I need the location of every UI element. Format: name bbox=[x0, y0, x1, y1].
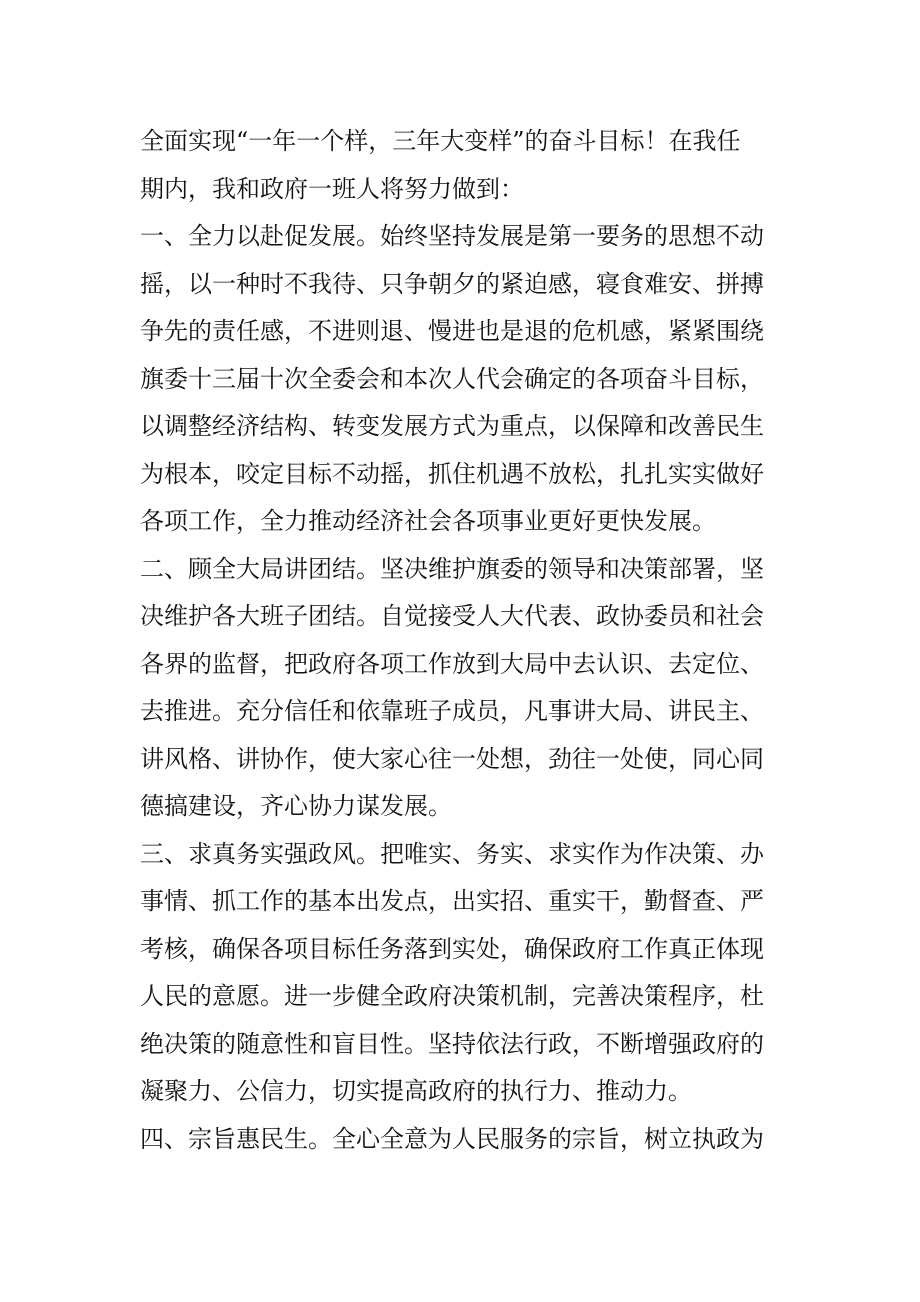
text-line: 去推进。充分信任和依靠班子成员，凡事讲大局、讲民主、 bbox=[140, 697, 764, 725]
text-line: 绝决策的随意性和盲目性。坚持依法行政，不断增强政府的 bbox=[140, 1029, 764, 1058]
text-line: 各界的监督，把政府各项工作放到大局中去认识、去定位、 bbox=[140, 649, 764, 678]
text-line: 三、求真务实强政风。把唯实、务实、求实作为作决策、办 bbox=[140, 839, 764, 868]
text-line: 四、宗旨惠民生。全心全意为人民服务的宗旨，树立执政为 bbox=[140, 1124, 764, 1153]
text-line: 为根本，咬定目标不动摇，抓住机遇不放松，扎扎实实做好 bbox=[140, 459, 764, 488]
text-line: 摇，以一种时不我待、只争朝夕的紧迫感，寝食难安、拼搏 bbox=[140, 269, 764, 298]
text-line: 人民的意愿。进一步健全政府决策机制，完善决策程序，杜 bbox=[140, 982, 764, 1010]
text-line: 二、顾全大局讲团结。坚决维护旗委的领导和决策部署，坚 bbox=[140, 554, 764, 583]
text-line: 以调整经济结构、转变发展方式为重点，以保障和改善民生 bbox=[140, 412, 764, 440]
text-line: 全面实现“一年一个样，三年大变样”的奋斗目标！在我任 bbox=[140, 127, 741, 155]
document-body bbox=[140, 118, 790, 1163]
text-line: 德搞建设，齐心协力谋发展。 bbox=[140, 792, 452, 820]
text-line: 争先的责任感，不进则退、慢进也是退的危机感，紧紧围绕 bbox=[140, 317, 764, 345]
text-line: 各项工作，全力推动经济社会各项事业更好更快发展。 bbox=[140, 507, 716, 535]
text-line: 考核，确保各项目标任务落到实处，确保政府工作真正体现 bbox=[140, 934, 764, 963]
text-line: 凝聚力、公信力，切实提高政府的执行力、推动力。 bbox=[140, 1077, 692, 1105]
text-line: 期内，我和政府一班人将努力做到： bbox=[140, 174, 524, 203]
text-line: 事情、抓工作的基本出发点，出实招、重实干，勤督查、严 bbox=[140, 887, 764, 915]
text-line: 一、全力以赴促发展。始终坚持发展是第一要务的思想不动 bbox=[140, 222, 764, 250]
text-line: 决维护各大班子团结。自觉接受人大代表、政协委员和社会 bbox=[140, 602, 764, 630]
text-line: 讲风格、讲协作，使大家心往一处想，劲往一处使，同心同 bbox=[140, 744, 764, 773]
text-line: 旗委十三届十次全委会和本次人代会确定的各项奋斗目标， bbox=[140, 364, 764, 393]
